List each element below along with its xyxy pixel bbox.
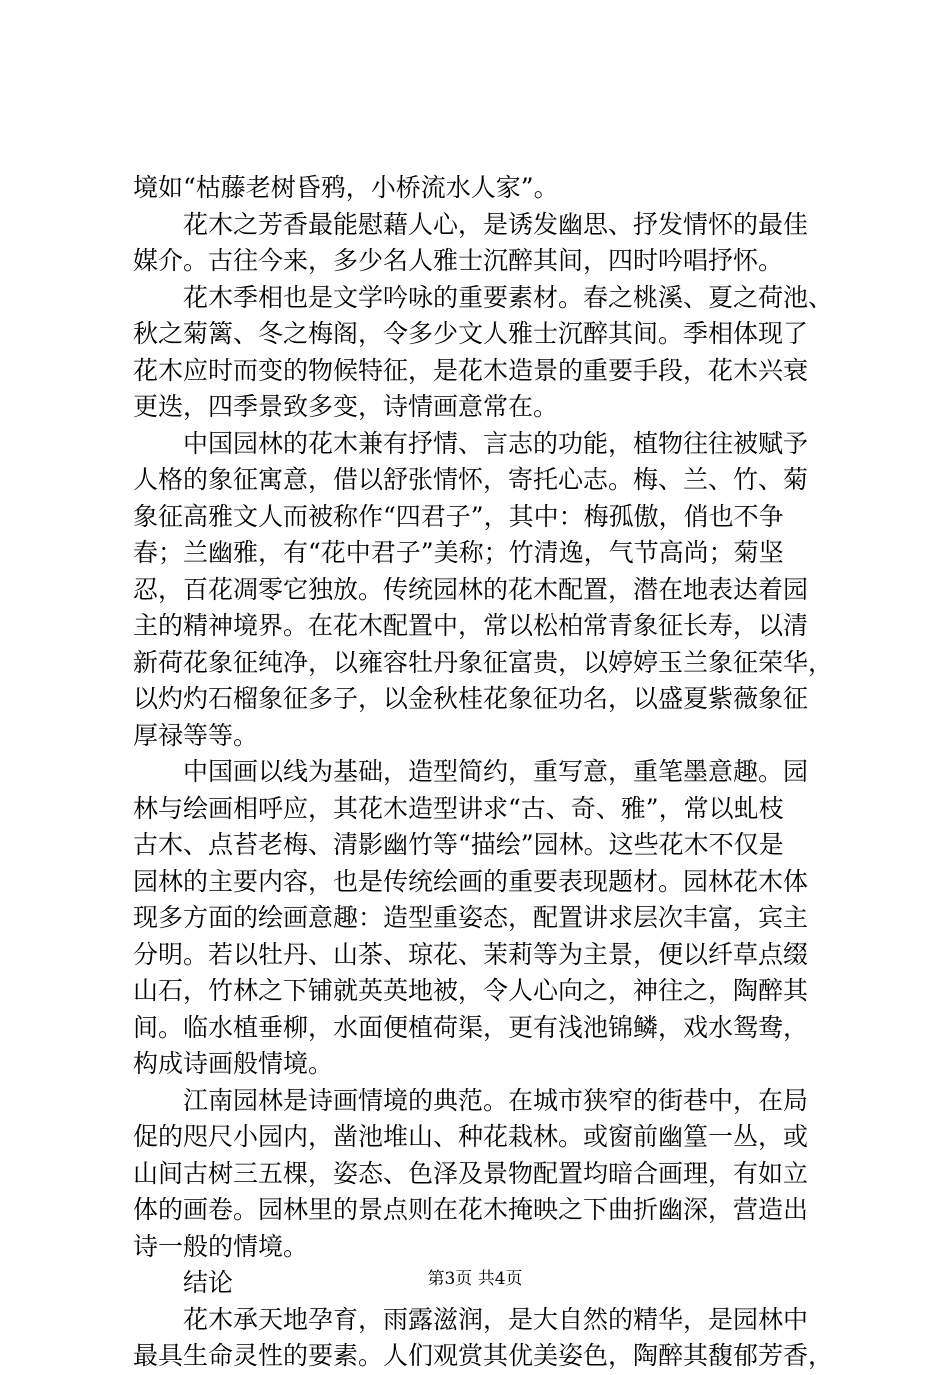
text-line: 分明。若以牡丹、山茶、琼花、茉莉等为主景，便以纤草点缀 (133, 939, 809, 969)
text-line: 间。临水植垂柳，水面便植荷渠，更有浅池锦鳞，戏水鸳鸯， (133, 1012, 809, 1042)
text-line: 主的精神境界。在花木配置中，常以松柏常青象征长寿，以清 (133, 611, 809, 640)
text-line: 春；兰幽雅，有“花中君子”美称；竹清逸，气节高尚；菊坚 (133, 538, 784, 567)
paragraph-start-line: 中国画以线为基础，造型简约，重写意，重笔墨意趣。园 (183, 757, 809, 786)
text-line: 最具生命灵性的要素。人们观赏其优美姿色，陶醉其馥郁芳香， (133, 1341, 833, 1370)
page-number-footer: 第3页 共4页 (427, 1269, 523, 1289)
text-line: 林与绘画相呼应，其花木造型讲求“古、奇、雅”，常以虬枝 (133, 793, 784, 823)
text-line: 忍，百花凋零它独放。传统园林的花木配置，潜在地表达着园 (133, 574, 809, 604)
text-line: 以灼灼石榴象征多子，以金秋桂花象征功名，以盛夏紫薇象征 (133, 684, 809, 713)
paragraph-start-line: 花木之芳香最能慰藉人心，是诱发幽思、抒发情怀的最佳 (183, 209, 809, 239)
text-line: 古木、点苔老梅、清影幽竹等“描绘”园林。这些花木不仅是 (133, 830, 784, 859)
text-line: 更迭，四季景致多变，诗情画意常在。 (133, 392, 559, 421)
text-line: 人格的象征寓意，借以舒张情怀，寄托心志。梅、兰、竹、菊 (133, 465, 809, 494)
text-line: 山石，竹林之下铺就英英地被，令人心向之，神往之，陶醉其 (133, 976, 809, 1005)
text-line: 现多方面的绘画意趣：造型重姿态，配置讲求层次丰富，宾主 (133, 903, 809, 932)
paragraph-start-line: 江南园林是诗画情境的典范。在城市狭窄的街巷中，在局 (183, 1085, 809, 1115)
paragraph-start-line: 中国园林的花木兼有抒情、言志的功能，植物往往被赋予 (183, 428, 809, 458)
paragraph-start-line: 花木季相也是文学吟咏的重要素材。春之桃溪、夏之荷池、 (183, 282, 833, 312)
paragraph-start-line: 花木承天地孕育，雨露滋润，是大自然的精华，是园林中 (183, 1304, 809, 1334)
text-line: 厚禄等等。 (133, 720, 259, 750)
text-line: 媒介。古往今来，多少名人雅士沉醉其间，四时吟唱抒怀。 (133, 246, 784, 275)
text-line: 秋之菊篱、冬之梅阁，令多少文人雅士沉醉其间。季相体现了 (133, 319, 809, 348)
text-line: 园林的主要内容，也是传统绘画的重要表现题材。园林花木体 (133, 866, 809, 896)
text-line: 境如“枯藤老树昏鸦，小桥流水人家”。 (133, 173, 559, 202)
section-heading: 结论 (183, 1268, 234, 1297)
text-line: 象征高雅文人而被称作“四君子”，其中：梅孤傲，俏也不争 (133, 501, 784, 531)
text-line: 新荷花象征纯净，以雍容牡丹象征富贵，以婷婷玉兰象征荣华， (133, 647, 833, 677)
text-line: 促的咫尺小园内，凿池堆山、种花栽林。或窗前幽篁一丛，或 (133, 1122, 809, 1151)
article-body (133, 170, 833, 1375)
text-line: 构成诗画般情境。 (133, 1049, 334, 1078)
text-line: 山间古树三五棵，姿态、色泽及景物配置均暗合画理，有如立 (133, 1158, 809, 1188)
text-line: 体的画卷。园林里的景点则在花木掩映之下曲折幽深，营造出 (133, 1195, 809, 1224)
text-line: 诗一般的情境。 (133, 1231, 309, 1261)
text-line: 花木应时而变的物候特征，是花木造景的重要手段，花木兴衰 (133, 355, 809, 385)
